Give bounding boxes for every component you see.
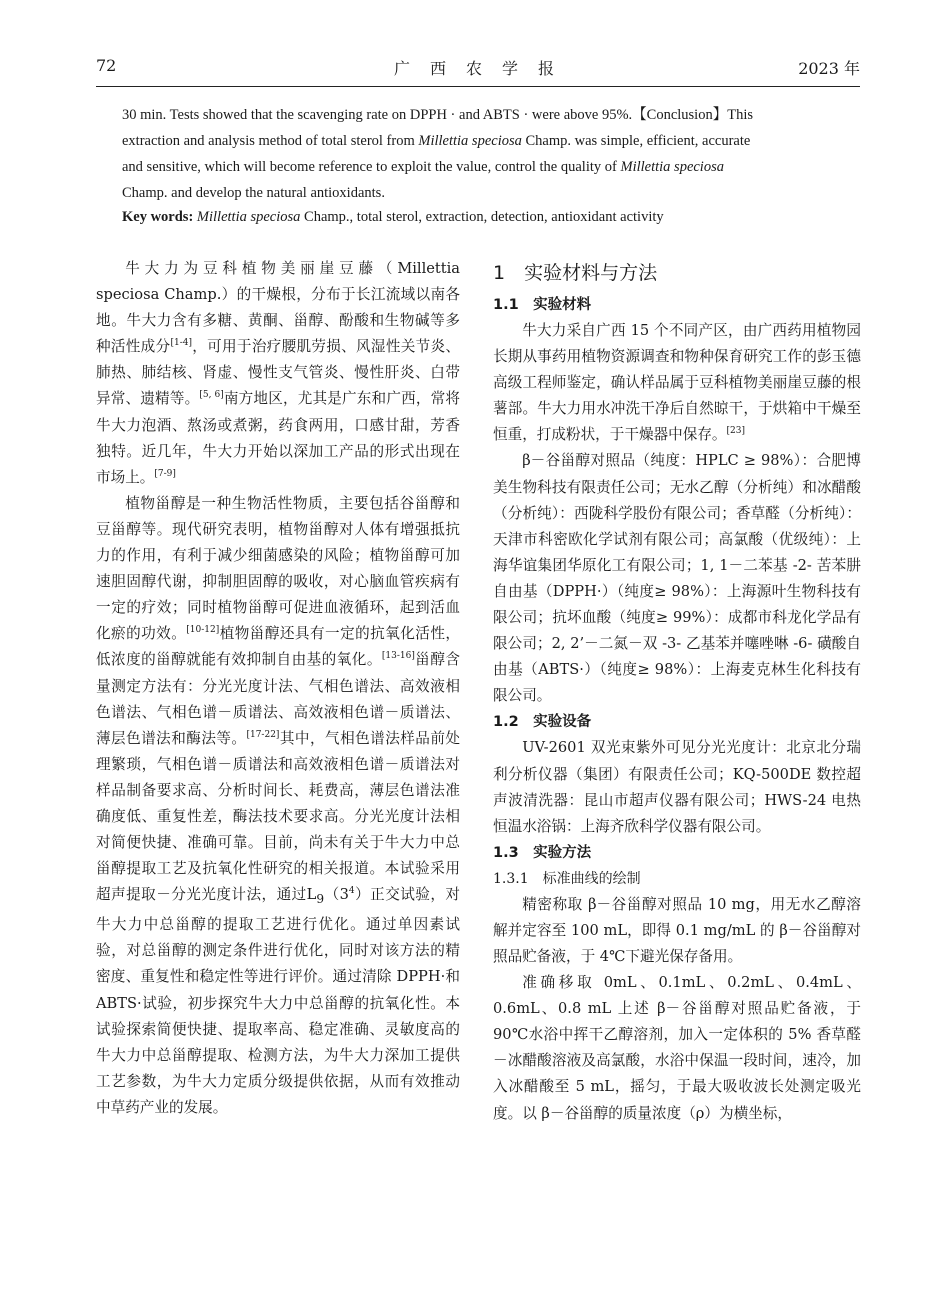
section-1-title: 1 实验材料与方法 (493, 262, 658, 284)
citation: [1-4] (170, 338, 192, 349)
abstract-line: 30 min. Tests showed that the scavenging rate on DPPH · and ABTS · were above 95%.【Conclusion】This (122, 107, 753, 123)
keywords-label: Key words: (122, 209, 194, 225)
citation: [5, 6] (199, 390, 224, 401)
keywords-text: Millettia speciosa Champ., total sterol, extraction, detection, antioxidant activity (196, 209, 664, 225)
header-rule (96, 86, 860, 87)
method-paragraph-2: 准确移取 0mL、0.1mL、0.2mL、0.4mL、0.6mL、0.8 mL 上述 β－谷甾醇对照品贮备液，于 90℃水浴中挥干乙醇溶剂，加入一定体积的 5% 香草醛－冰醋酸溶液及高氯酸，水浴中保温一段时间，速冷，加入冰醋酸至 5 mL，摇匀，于最大吸收波长处测定吸光度。以 β－谷甾醇的质量浓度（ρ）为横坐标， (493, 974, 861, 1122)
intro-paragraph-2: 植物甾醇是一种生物活性物质，主要包括谷甾醇和豆甾醇等。现代研究表明，植物甾醇对人体有增强抵抗力的作用，有利于减少细菌感染的风险；植物甾醇可加速胆固醇代谢，抑制胆固醇的吸收，对心脑血管疾病有一定的疗效；同时植物甾醇可促进血液循环，起到活血化瘀的功效。[10-12]植物甾醇还具有一定的抗氧化活性，低浓度的甾醇就能有效抑制自由基的氧化。[13-16]甾醇含量测定方法有：分光光度计法、气相色谱法、高效液相色谱法、气相色谱－质谱法、高效液相色谱－质谱法、薄层色谱法和酶法等。[17-22]其中，气相色谱法样品前处理繁琐，气相色谱－质谱法和高效液相色谱－质谱法对样品制备要求高、分析时间长、耗费高，薄层色谱法准确度低、重复性差，酶法技术要求高。分光光度计法相对简便快捷、准确可靠。目前，尚未有关于牛大力中总甾醇提取工艺及抗氧化性研究的相关报道。本试验采用超声提取－分光光度计法，通过$L_9(3^4)$正交试验，对牛大力中总甾醇的提取工艺进行优化。通过单因素试验，对总甾醇的测定条件进行优化，同时对该方法的精密度、重复性和稳定性等进行评价。通过清除 DPPH·和 ABTS·试验，初步探究牛大力中总甾醇的抗氧化性。本试验探索简便快捷、提取率高、稳定准确、灵敏度高的牛大力中总甾醇提取、检测方法，为牛大力深加工提供工艺参数，为牛大力定质分级提供依据，从而有效推动中草药产业的发展。 (96, 494, 460, 1116)
equipment-paragraph: UV-2601 双光束紫外可见分光光度计：北京北分瑞利分析仪器（集团）有限责任公司；KQ-500DE 数控超声波清洗器：昆山市超声仪器有限公司；HWS-24 电热恒温水浴锅：上海齐欣科学仪器有限公司。 (493, 739, 861, 835)
left-column (96, 256, 460, 1121)
journal-name: 广 西 农 学 报 (393, 59, 556, 78)
materials-paragraph-2: β－谷甾醇对照品（纯度：HPLC ≥ 98%）：合肥博美生物科技有限责任公司；无水乙醇（分析纯）和冰醋酸（分析纯）：西陇科学股份有限公司；香草醛（分析纯）：天津市科密欧化学试剂有限公司；高氯酸（优级纯）：上海华谊集团华原化工有限公司；1, 1－二苯基 -2- 苦苯肼自由基（DPPH·）（纯度≥ 98%）：上海源叶生物科技有限公司；抗坏血酸（纯度≥ 99%）：成都市科龙化学品有限公司；2, 2’－二氮－双 -3- 乙基苯并噻唑啉 -6- 磺酸自由基（ABTS·）（纯度≥ 98%）：上海麦克林生化科技有限公司。 (493, 452, 861, 705)
citation: [7-9] (154, 468, 176, 479)
citation: [13-16] (381, 651, 415, 662)
year: 2023 年 (798, 59, 860, 78)
keywords (122, 204, 834, 230)
intro-paragraph-1: 牛大力为豆科植物美丽崖豆藤（Millettia speciosa Champ.）的干燥根，分布于长江流域以南各地。牛大力含有多糖、黄酮、甾醇、酚酸和生物碱等多种活性成分[1-4]，可用于治疗腰肌劳损、风湿性关节炎、肺热、肺结核、肾虚、慢性支气管炎、慢性肝炎、白带异常、遗精等。[5, 6]南方地区，尤其是广东和广西，常将牛大力泡酒、熬汤或煮粥，药食两用，口感甘甜，芳香独特。近几年，牛大力开始以深加工产品的形式出现在市场上。[7-9] (96, 260, 460, 486)
section-1-3-1-title: 1.3.1 标准曲线的绘制 (493, 870, 641, 887)
abstract-line: and sensitive, which will become reference to exploit the value, control the quality of Millettia speciosa (122, 159, 724, 175)
abstract-line: extraction and analysis method of total sterol from Millettia speciosa Champ. was simple, efficient, accurate (122, 133, 751, 149)
abstract-block (122, 102, 834, 206)
page-number: 72 (96, 56, 117, 75)
section-1-3-title: 1.3 实验方法 (493, 844, 592, 861)
citation: [23] (726, 426, 745, 437)
abstract-line: Champ. and develop the natural antioxidants. (122, 185, 385, 201)
citation: [17-22] (246, 729, 280, 740)
right-column (493, 256, 861, 1127)
section-1-2-title: 1.2 实验设备 (493, 714, 592, 731)
section-1-1-title: 1.1 实验材料 (493, 297, 592, 313)
materials-paragraph-1: 牛大力采自广西 15 个不同产区，由广西药用植物园长期从事药用植物资源调查和物种保育研究工作的彭玉德高级工程师鉴定，确认样品属于豆科植物美丽崖豆藤的根薯部。牛大力用水冲洗干净后自然晾干，于烘箱中干燥至恒重，打成粉状，于干燥器中保存。[23] (493, 322, 861, 444)
citation: [10-12] (186, 625, 220, 636)
method-paragraph-1: 精密称取 β－谷甾醇对照品 10 mg，用无水乙醇溶解并定容至 100 mL，即得 0.1 mg/mL 的 β－谷甾醇对照品贮备液，于 4℃下避光保存备用。 (493, 895, 861, 965)
